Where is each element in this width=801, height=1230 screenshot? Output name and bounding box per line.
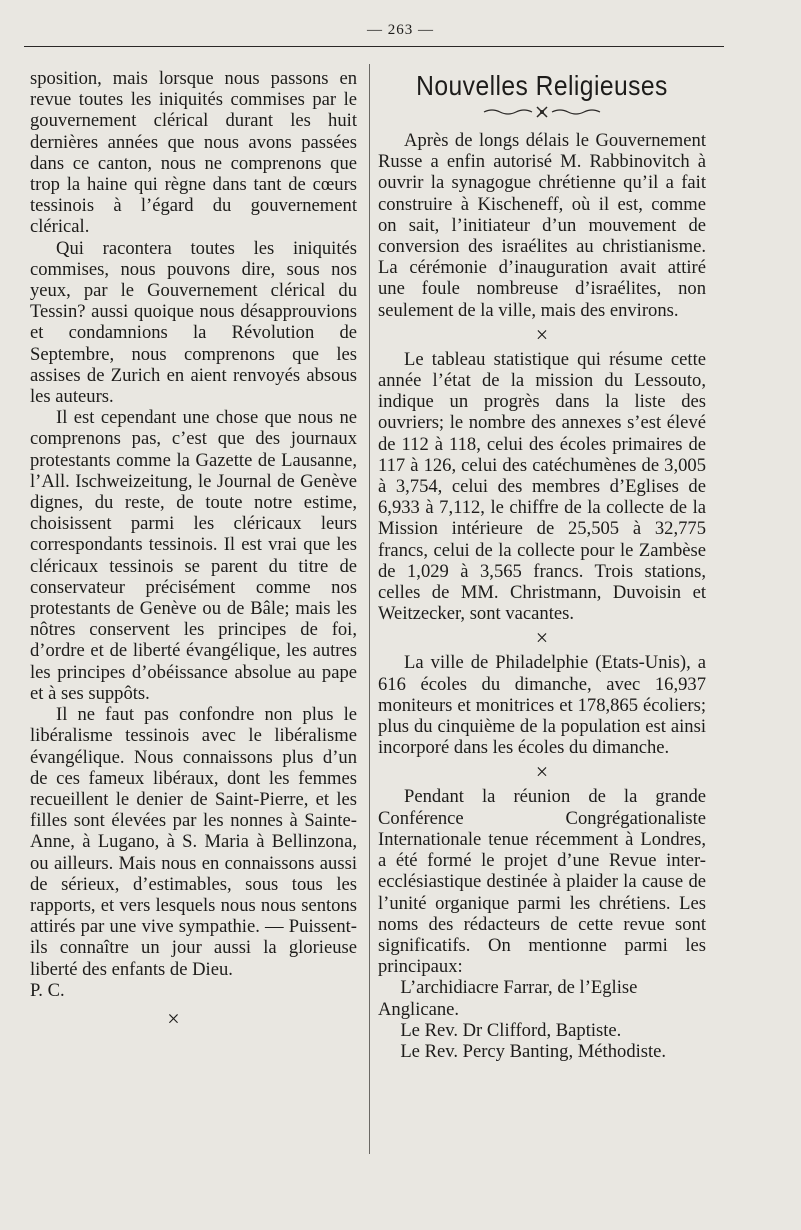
separator-2: × xyxy=(535,625,549,651)
news-item-1: Après de longs délais le Gouvernement Russe a enfin autorisé M. Rabbinovitch à ouvrir la synagogue chrétienne qu’il a fait construire à Kischeneff, où il est, comme on sait, l’initiateur d’un mouvement de conversion des israélites au christianisme. La cérémonie d’inauguration avait attiré une foule nombreuse d’israélites, non seulement de la ville, mais des environs. xyxy=(378,130,706,321)
end-separator: × xyxy=(167,1005,180,1031)
editor-2: Le Rev. Dr Clifford, Baptiste. xyxy=(400,1019,622,1041)
editors-list xyxy=(378,977,706,1062)
right-column xyxy=(378,68,706,1062)
signature: P. C. xyxy=(30,979,65,1001)
editor-3: Le Rev. Percy Banting, Méthodiste. xyxy=(400,1040,667,1062)
page-number: — 263 — xyxy=(367,22,434,38)
section-heading: Nouvelles Religieuses xyxy=(416,70,668,101)
left-paragraph-1: sposition, mais lorsque nous passons en revue toutes les iniquités commises par le gouvernement clérical durant les huit dernières années que nous avons passées dans ce canton, nous ne comprenons que trop la haine qui règne dans tant de cœurs tessinois à l’égard du gouvernement clérical. xyxy=(30,68,357,238)
separator-3: × xyxy=(535,759,549,785)
news-item-2: Le tableau statistique qui résume cette année l’état de la mission du Lessouto, indique un progrès dans la liste des ouvriers; le nombre des annexes s’est élevé de 112 à 118, celui des écoles primaires de 117 à 126, celui des catéchumènes de 3,005 à 3,754, celui des membres d’Eglises de 6,933 à 7,112, le chiffre de la collecte de la Mission intérieure de 25,505 à 32,775 francs, celui de la collecte pour le Zambèse de 1,029 à 3,565 francs. Trois stations, celles de MM. Christmann, Duvoisin et Weitzecker, sont vacantes. xyxy=(378,348,706,625)
left-paragraph-4: Il ne faut pas confondre non plus le libéralisme tessinois avec le libéralisme évangélique. Nous connaissons plus d’un de ces fameux libéraux, dont les femmes recueillent le denier de Saint-Pierre, et les filles sont élevées par les nonnes à Sainte-Anne, à Lugano, à S. Maria à Bellinzona, ou ailleurs. Mais nous en connaissons aussi de sérieux, d’estimables, sous tous les rapports, et vers lesquels nous nous sentons attirés par une vive sympathie. — Puissent-ils connaître un jour aussi la glorieuse liberté des enfants de Dieu. xyxy=(30,704,357,980)
news-item-3: La ville de Philadelphie (Etats-Unis), a 616 écoles du dimanche, avec 16,937 moniteurs et monitrices et 178,865 écoliers; plus du cinquième de la population est ainsi incorporé dans les écoles du dimanche. xyxy=(378,652,706,759)
editor-1: L’archidiacre Farrar, de l’Eglise Anglicane. xyxy=(378,977,638,1020)
left-paragraph-2: Qui racontera toutes les iniquités commises, nous pouvons dire, sous nos yeux, par le Gouvernement clérical du Tessin? aussi quoique nous désapprouvions et condamnions la Révolution de Septembre, nous comprenons que les assises de Zurich en aient renvoyés absous les auteurs. xyxy=(30,237,357,408)
header-rule xyxy=(24,46,724,47)
flourish-ornament xyxy=(378,104,706,122)
news-item-4: Pendant la réunion de la grande Conférence Congrégationaliste Internationale tenue récemment à Londres, a été formé le projet d’une Revue inter-ecclésiastique destinée à plaider la cause de l’unité organique parmi les chrétiens. Les noms des rédacteurs de cette revue sont significatifs. On mentionne parmi les principaux: xyxy=(378,786,706,978)
left-paragraph-3: Il est cependant une chose que nous ne comprenons pas, c’est que des journaux protestants comme la Gazette de Lausanne, l’All. Ischweizeitung, le Journal de Genève dignes, du reste, de toute notre estime, choisissent parmi les cléricaux leurs correspondants tessinois. Il est vrai que les cléricaux tessinois se parent du titre de conservateur précisément comme nos protestants de Genève ou de Bâle; mais les nôtres conservent les principes de foi, d’ordre et de liberté évangélique, les autres les principes d’obéissance absolue au pape et à ses suppôts. xyxy=(30,407,357,704)
column-divider xyxy=(369,64,370,1154)
separator-1: × xyxy=(535,321,549,347)
left-column xyxy=(30,68,357,1031)
